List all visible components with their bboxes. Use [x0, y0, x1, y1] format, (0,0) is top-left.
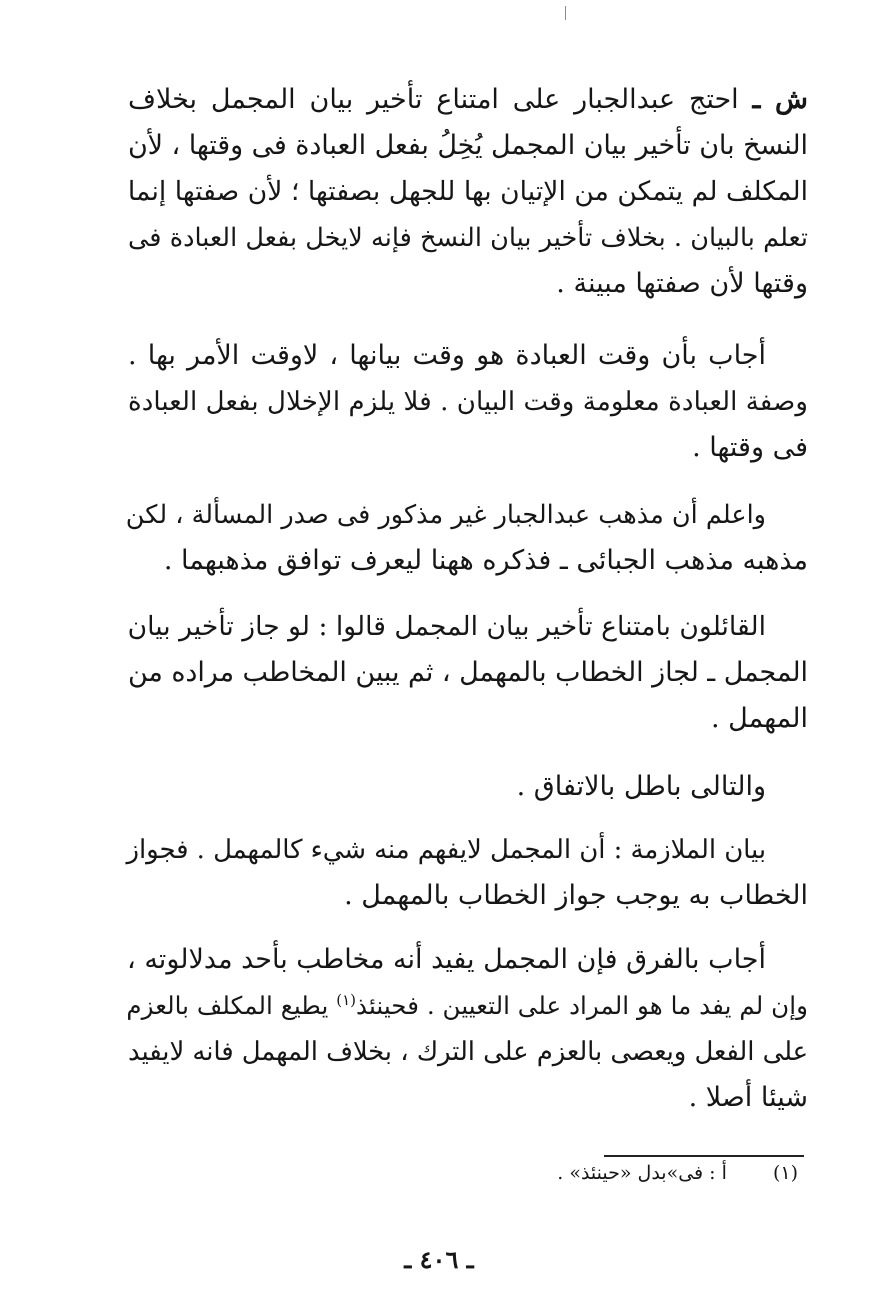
line-text: وإن لم يفد ما هو المراد على التعيين . فحينئذ [356, 991, 808, 1020]
section-marker: ش ـ [752, 84, 808, 115]
paragraph-4 [128, 604, 808, 742]
text-line: شيئا أصلا . [688, 1082, 808, 1113]
text-line: وصفة العبادة معلومة وقت البيان . فلا يلزم الإخلال بفعل العبادة [128, 387, 808, 417]
text-line: أجاب بأن وقت العبادة هو وقت بيانها ، لاوقت الأمر بها . [128, 340, 766, 371]
footnote-number: (١) [772, 1162, 798, 1184]
text-line [128, 77, 808, 123]
text-line: المجمل ـ لجاز الخطاب بالمهمل ، ثم يبين المخاطب مراده من [128, 657, 808, 688]
paragraph-3 [125, 492, 808, 584]
footnote-divider [604, 1155, 804, 1157]
text-line: القائلون بامتناع تأخير بيان المجمل قالوا : لو جاز تأخير بيان [127, 611, 766, 642]
paragraph-1 [128, 77, 808, 307]
text-line: فى وقتها . [692, 432, 808, 463]
text-line: النسخ بان تأخير بيان المجمل يُخِلُ بفعل العبادة فى وقتها ، لأن [128, 130, 808, 161]
text-line: على الفعل ويعصى بالعزم على الترك ، بخلاف المهمل فانه لايفيد [128, 1037, 808, 1067]
footnote-reference[interactable]: (١) [336, 990, 357, 1009]
paragraph-6 [128, 827, 808, 919]
text-line: المكلف لم يتمكن من الإتيان بها للجهل بصفتها ؛ لأن صفتها إنما [127, 176, 808, 207]
text-line: الخطاب به يوجب جواز الخطاب بالمهمل . [344, 880, 808, 911]
scan-mark [565, 6, 566, 20]
text-line: والتالى باطل بالاتفاق . [516, 771, 766, 802]
text-line: المهمل . [710, 703, 808, 734]
text-line: وقتها لأن صفتها مبينة . [556, 268, 808, 299]
text-line: مذهبه مذهب الجبائى ـ فذكره ههنا ليعرف توافق مذهبهما . [163, 545, 808, 576]
paragraph-2 [128, 333, 808, 471]
footnote [380, 1159, 798, 1187]
text-line: أجاب بالفرق فإن المجمل يفيد أنه مخاطب بأحد مدلالوته ، [127, 944, 766, 975]
paragraph-5 [128, 764, 808, 810]
text-line: واعلم أن مذهب عبدالجبار غير مذكور فى صدر المسألة ، لكن [125, 500, 766, 530]
line-text: يطيع المكلف بالعزم [126, 991, 329, 1020]
text-line [128, 983, 808, 1029]
paragraph-7 [128, 937, 808, 1121]
text-line: تعلم بالبيان . بخلاف تأخير بيان النسخ فإنه لايخل بفعل العبادة فى [128, 223, 808, 253]
text-line: بيان الملازمة : أن المجمل لايفهم منه شيء كالمهمل . فجواز [126, 835, 766, 865]
line-text: احتج عبدالجبار على امتناع تأخير بيان المجمل بخلاف [128, 84, 739, 115]
page-number: ـ ٤٠٦ ـ [404, 1245, 474, 1274]
footnote-text: أ : فى»بدل «حينئذ» . [557, 1162, 727, 1184]
